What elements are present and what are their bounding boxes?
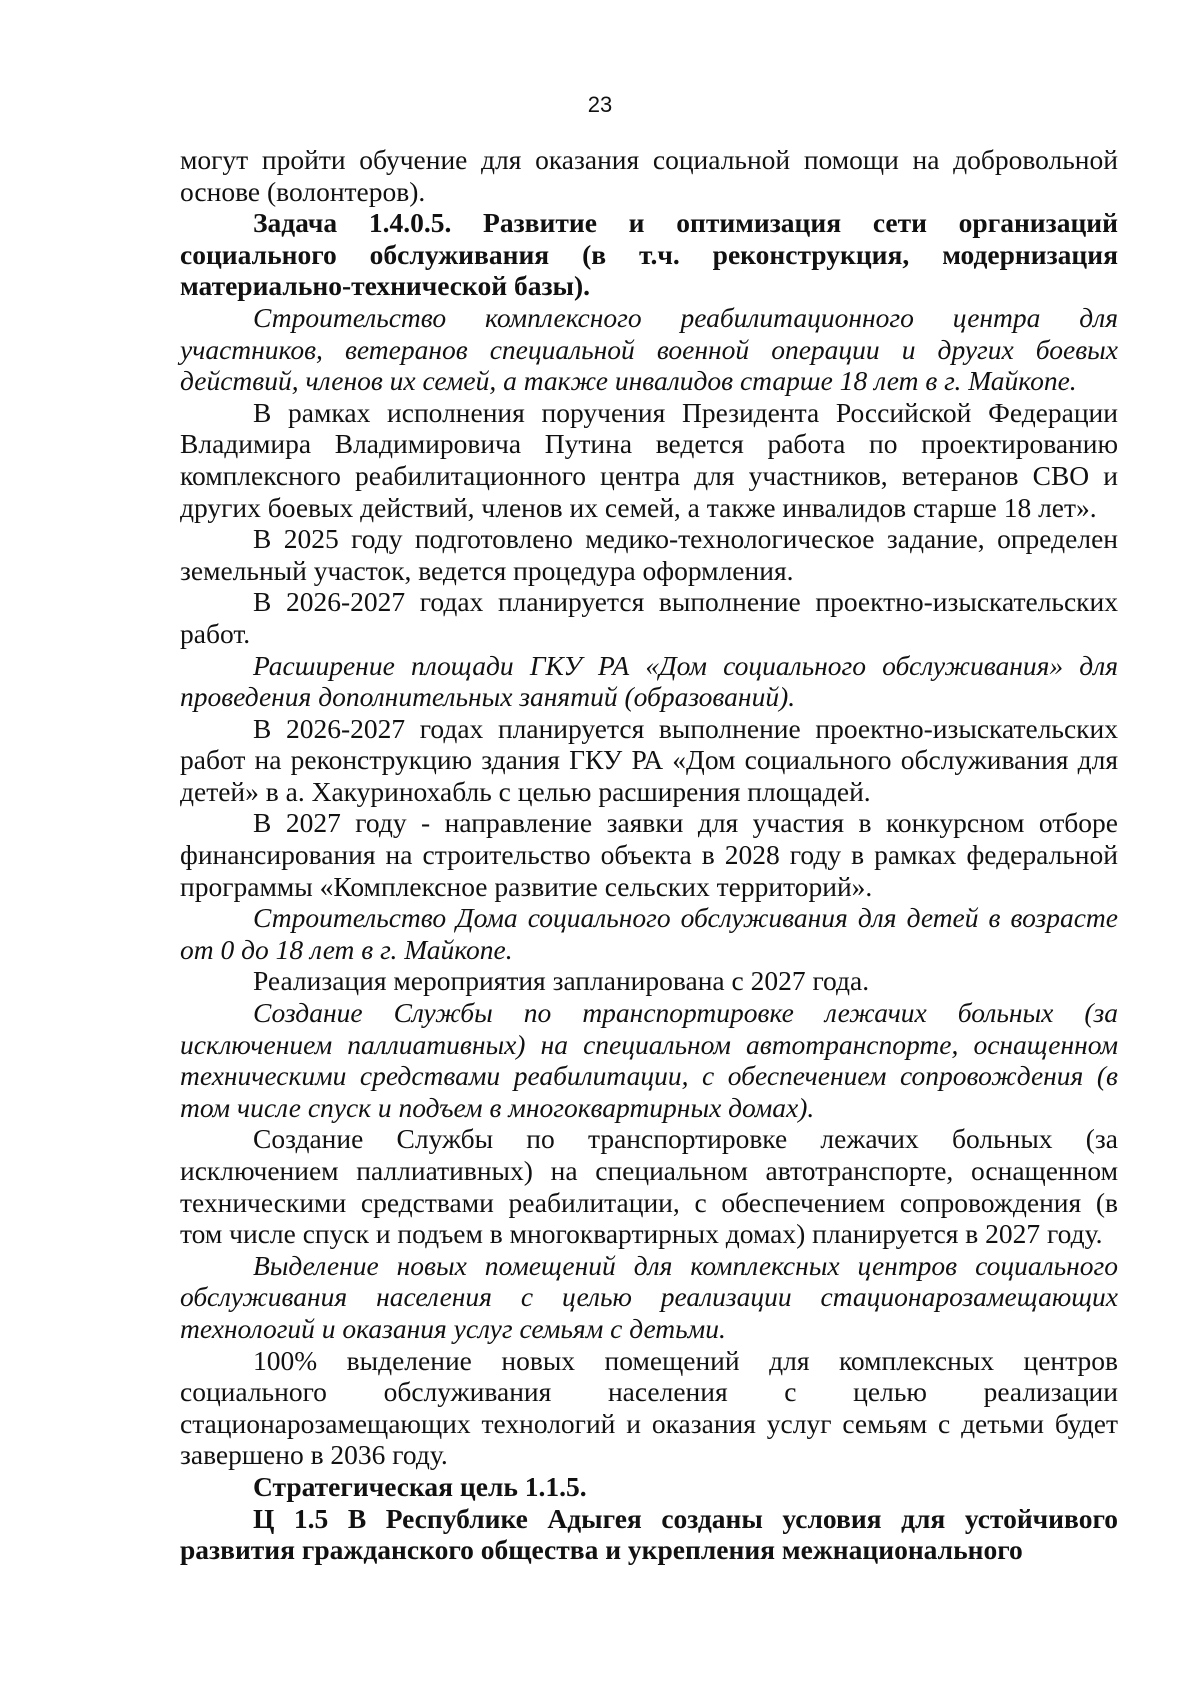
transport-service-heading: Создание Службы по транспортировке лежачих больных (за исключением паллиативных) на специальном автотранспорте, оснащенном техническими средствами реабилитации, с обеспечением сопровождения (в том числе спуск и подъем в многоквартирных домах).: [180, 997, 1118, 1123]
paragraph-volunteers: могут пройти обучение для оказания социальной помощи на добровольной основе (волонтеров).: [180, 144, 1118, 207]
paragraph-reconstruction: В 2026-2027 годах планируется выполнение проектно-изыскательских работ на реконструкцию здания ГКУ РА «Дом социального обслуживания для детей» в а. Хакуринохабль с целью расширения площадей.: [180, 712, 1118, 807]
childrens-home-heading: Строительство Дома социального обслуживания для детей в возрасте от 0 до 18 лет в г. Майкопе.: [180, 902, 1118, 965]
document-body: [180, 144, 1118, 1566]
paragraph-president-instruction: В рамках исполнения поручения Президента Российской Федерации Владимира Владимировича Путина ведется работа по проектированию комплексного реабилитационного центра для участников, ветеранов СВО и других боевых действий, членов их семей, а также инвалидов старше 18 лет».: [180, 396, 1118, 523]
paragraph-implementation-2027: Реализация мероприятия запланирована с 2027 года.: [253, 965, 870, 997]
paragraph-2025: В 2025 году подготовлено медико-технологическое задание, определен земельный участок, ведется процедура оформления.: [180, 523, 1118, 586]
paragraph-transport-service: Создание Службы по транспортировке лежачих больных (за исключением паллиативных) на специальном автотранспорте, оснащенном техническими средствами реабилитации, с обеспечением сопровождения (в том числе спуск и подъем в многоквартирных домах) планируется в 2027 году.: [180, 1123, 1118, 1250]
goal-statement: Ц 1.5 В Республике Адыгея созданы условия для устойчивого развития гражданского общества и укрепления межнационального: [180, 1502, 1118, 1566]
paragraph-new-premises: 100% выделение новых помещений для комплексных центров социального обслуживания населения с целью реализации стационарозамещающих технологий и оказания услуг семьям с детьми будет завершено в 2036 году.: [180, 1344, 1118, 1471]
expansion-heading: Расширение площади ГКУ РА «Дом социального обслуживания» для проведения дополнительных занятий (образований).: [180, 649, 1118, 713]
paragraph-2027-application: В 2027 году - направление заявки для участия в конкурсном отборе финансирования на строительство объекта в 2028 году в рамках федеральной программы «Комплексное развитие сельских территорий».: [180, 807, 1118, 902]
strategic-goal-heading: Стратегическая цель 1.1.5.: [253, 1470, 587, 1502]
paragraph-2026-2027-survey: В 2026-2027 годах планируется выполнение проектно-изыскательских работ.: [180, 586, 1118, 649]
rehab-center-heading: Строительство комплексного реабилитационного центра для участников, ветеранов специальной военной операции и других боевых действий, членов их семей, а также инвалидов старше 18 лет в г. Майкопе.: [180, 301, 1118, 397]
task-heading: Задача 1.4.0.5. Развитие и оптимизация сети организаций социального обслуживания (в т.ч. реконструкция, модернизация материально-технической базы).: [180, 207, 1118, 302]
new-premises-heading: Выделение новых помещений для комплексных центров социального обслуживания населения с целью реализации стационарозамещающих технологий и оказания услуг семьям с детьми.: [180, 1249, 1118, 1344]
page-number: 23: [587, 92, 613, 117]
